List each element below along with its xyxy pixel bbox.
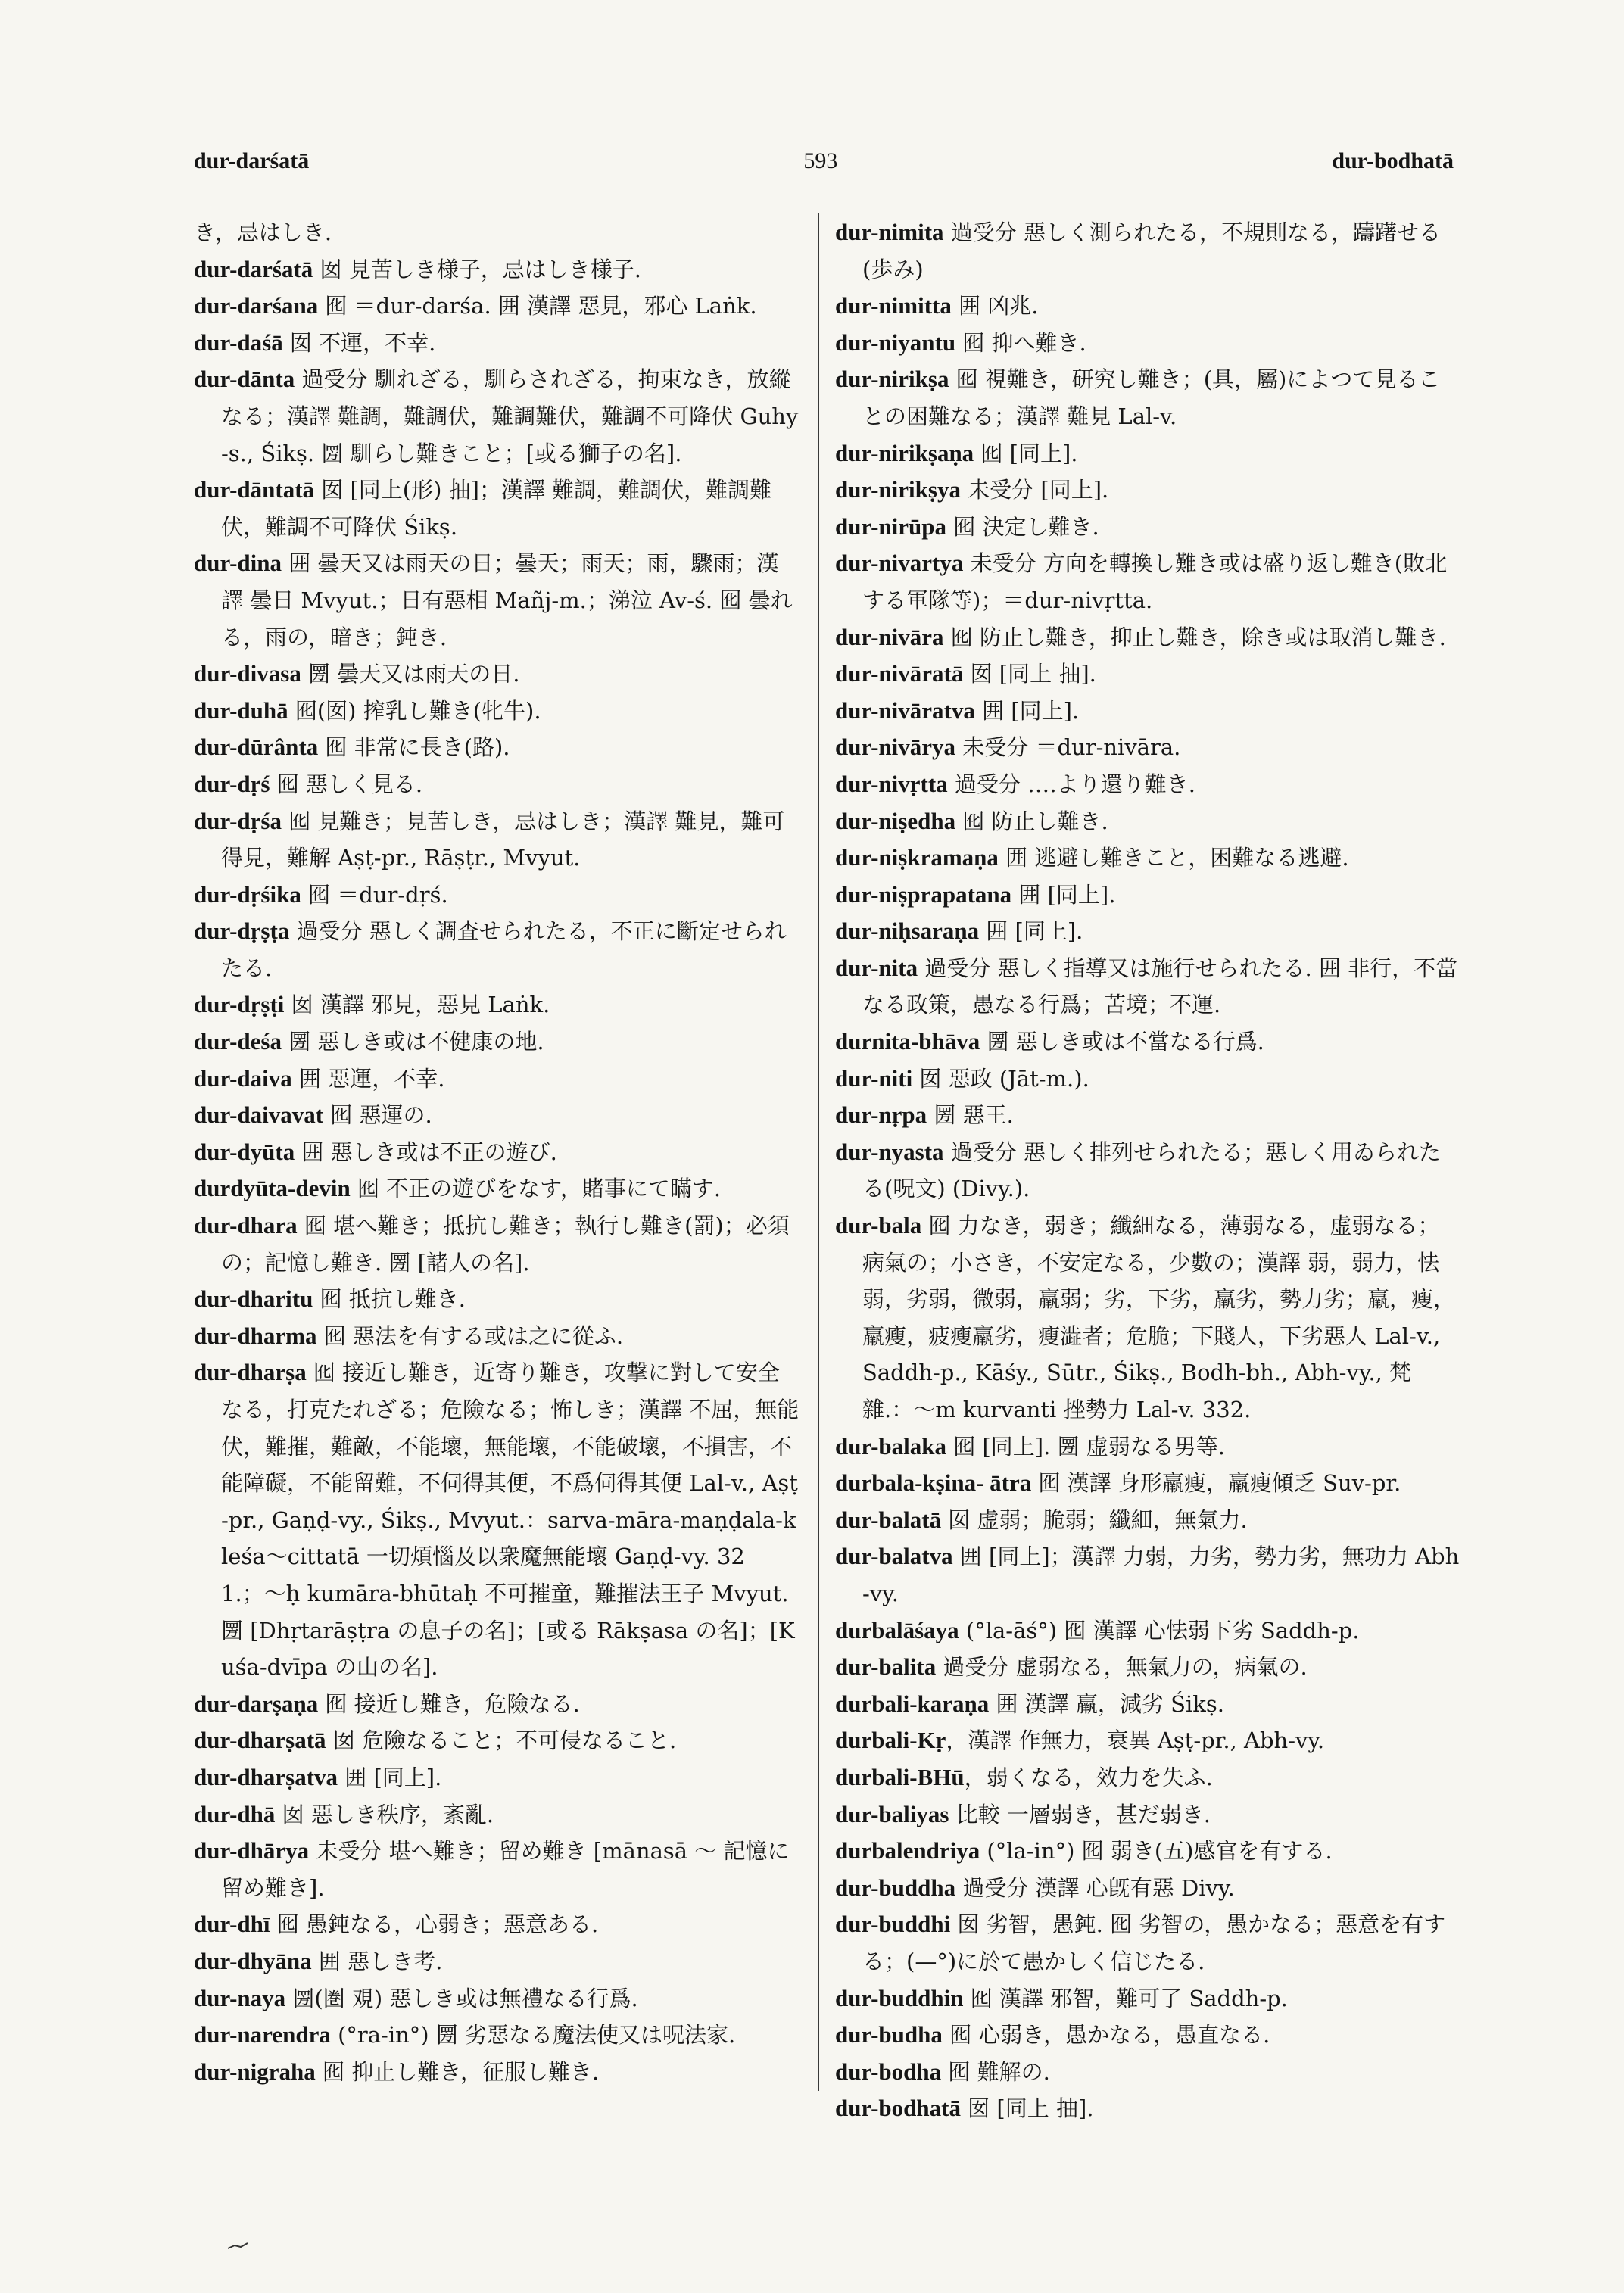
headword: dur-niṣedha (835, 807, 956, 834)
definition: 囮 接近し難き，近寄り難き，攻撃に對して安全なる，打克たれざる；危險なる；怖しき；漢譯 不屈，無能伏，難摧，難敵，不能壞，無能壞，不能破壞，不損害，不能障礙，不能留難，不伺得其便，不爲伺得其便 Lal-v., Aṣṭ-pr., Gaṇḍ-vy., Śikṣ., Mvyut.：sarva-māra-maṇḍala-kleśa〜cittatā 一切煩惱及以衆魔無能壞 Gaṇḍ-vy. 321.；〜ḥ kumāra-bhūtaḥ 不可摧童，難摧法王子 Mvyut. 圐 [Dhṛtarāṣṭra の息子の名]；[或る Rākṣasa の名]；[Kuśa-dvīpa の山の名]. (221, 1360, 800, 1681)
dictionary-entry (835, 693, 1461, 730)
definition: 囲 逃避し難きこと，困難なる逃避. (998, 845, 1349, 871)
definition: 囲 [同上]. (974, 697, 1080, 724)
dictionary-entry (835, 1833, 1461, 1870)
definition: 囡 惡しき秩序，紊亂. (275, 1801, 494, 1827)
definition: 囡 [同上 抽]. (960, 2095, 1094, 2122)
definition: 囮 防止し難き，抑止し難き，除き或は取消し難き. (943, 624, 1446, 650)
definition: (°la-in°) 囮 弱き(五)感官を有する. (980, 1838, 1333, 1865)
headword: dur-nita (835, 954, 918, 981)
dictionary-entry (194, 288, 800, 325)
dictionary-entry (835, 766, 1461, 803)
headword: dur-niyantu (835, 329, 956, 356)
dictionary-entry (194, 325, 800, 362)
dictionary-entry (194, 693, 800, 730)
dictionary-entry (194, 1943, 800, 1980)
headword: dur-buddhin (835, 1984, 964, 2011)
headword: dur-darṣaṇa (194, 1690, 319, 1717)
headword: durbali-Kṛ (835, 1727, 946, 1754)
headword: dur-nimita (835, 219, 944, 245)
definition: 圐 惡しき或は不當なる行爲. (980, 1029, 1264, 1055)
headword: dur-nivāratā (835, 660, 964, 687)
definition: 囮 接近し難き，危險なる. (318, 1690, 580, 1717)
definition: 囮 ＝dur-dṛś. (301, 881, 448, 908)
definition: 過受分 馴れざる，馴らされざる，拘束なき，放縱なる；漢譯 難調，難調伏，難調難伏，難調不可降伏 Guhy-s., Śikṣ. 圐 馴らし難きこと；[或る獅子の名]. (221, 366, 799, 466)
dictionary-entry (835, 1538, 1461, 1612)
dictionary-entry (835, 656, 1461, 693)
dictionary-entry (835, 1980, 1461, 2017)
headword: durnita-bhāva (835, 1028, 980, 1055)
definition: 囲 [同上]. (979, 918, 1083, 945)
definition: 囡 虚弱；脆弱；纖細，無氣力. (941, 1506, 1248, 1533)
dictionary-entry (835, 1870, 1461, 1907)
headword: dur-nṛpa (835, 1101, 927, 1129)
dictionary-entry (835, 1686, 1461, 1723)
headword: dur-dṛśika (194, 880, 301, 908)
running-head-left: dur-darśatā (194, 148, 310, 173)
definition: 過受分 惡しく測られたる，不規則なる，躊躇せる(歩み) (862, 220, 1441, 282)
definition: 囮 決定し難き. (946, 513, 1099, 540)
headword: dur-nirikṣaṇa (835, 439, 974, 466)
headword: dur-baliyas (835, 1800, 949, 1827)
definition: 囮 心弱き，愚かなる，愚直なる. (942, 2022, 1270, 2048)
definition: 囮 視難き，研究し難き；(具，屬)によつて見ることの困難なる；漢譯 難見 Lal-v. (862, 366, 1441, 429)
definition: 囮 漢譯 身形羸瘦，羸瘦傾乏 Suv-pr. (1031, 1470, 1401, 1497)
headword: dur-bodhatā (835, 2095, 961, 2122)
definition: 囮 堪へ難き；抵抗し難き；執行し難き(罰)；必須の；記憶し難き. 圐 [諸人の名]. (221, 1213, 790, 1276)
dictionary-entry (835, 361, 1461, 435)
dictionary-entry (835, 840, 1461, 877)
headword: dur-dyūta (194, 1138, 295, 1165)
dictionary-entry (835, 545, 1461, 618)
definition: 圐(圏 覌) 惡しき或は無禮なる行爲. (285, 1985, 638, 2011)
headword: dur-nivāratva (835, 696, 975, 724)
dictionary-entry (835, 435, 1461, 472)
dictionary-entry (194, 1686, 800, 1723)
definition: ，漢譯 作無力，衰異 Aṣṭ-pr., Abh-vy. (946, 1728, 1325, 1754)
definition: ，弱くなる，效力を失ふ. (964, 1764, 1213, 1790)
headword: dur-balatva (835, 1543, 953, 1570)
dictionary-entry (194, 1796, 800, 1833)
definition: 囡 漢譯 邪見，惡見 Laṅk. (284, 992, 550, 1018)
definition: 囡 不運，不幸. (282, 329, 436, 356)
headword: dur-naya (194, 1984, 286, 2011)
headword: dur-nimitta (835, 292, 952, 319)
dictionary-entry (835, 1796, 1461, 1833)
ink-mark (227, 2242, 248, 2250)
headword: dur-bala (835, 1212, 922, 1239)
definition: 囡 見苦しき様子，忌はしき様子. (313, 256, 641, 282)
definition: 比較 一層弱き，甚だ弱き. (949, 1801, 1211, 1827)
headword: dur-nirūpa (835, 512, 947, 540)
dictionary-entry (194, 766, 800, 803)
definition: 囮 見難き；見苦しき，忌はしき；漢譯 難見，難可得見，難解 Aṣṭ-pr., Rāṣṭr., Mvyut. (221, 808, 785, 871)
headword: dur-dharma (194, 1322, 317, 1349)
definition: 過受分 虚弱なる，無氣力の，病氣の. (936, 1654, 1308, 1681)
definition: 未受分 方向を轉換し難き或は盛り返し難き(敗北する軍隊等)；＝dur-nivṛtta. (862, 550, 1448, 613)
headword: dur-daśā (194, 329, 283, 356)
dictionary-entry (194, 1281, 800, 1318)
headword: dur-divasa (194, 660, 301, 687)
definition: 囡 [同上(形) 抽]；漢譯 難調，難調伏，難調難伏，難調不可降伏 Śikṣ. (221, 477, 772, 540)
headword: dur-dharṣa (194, 1359, 307, 1386)
definition: 囮 防止し難き. (955, 808, 1108, 834)
dictionary-entry (835, 1134, 1461, 1207)
dictionary-entry (194, 1722, 800, 1759)
dictionary-entry (835, 2017, 1461, 2054)
dictionary-entry (835, 619, 1461, 656)
definition: (°ra-in°) 圐 劣惡なる魔法使又は呪法家. (330, 2022, 736, 2048)
headword: dur-dhyāna (194, 1947, 312, 1974)
headword: durbali-karaṇa (835, 1690, 990, 1717)
definition: 囮 ＝dur-darśa. 囲 漢譯 惡見，邪心 Laṅk. (318, 293, 757, 319)
headword: dur-budha (835, 2021, 943, 2048)
headword: dur-darśana (194, 292, 319, 319)
definition: 囡 危險なること；不可侵なること. (326, 1728, 677, 1754)
headword: dur-daivavat (194, 1101, 324, 1129)
dictionary-entry (835, 1759, 1461, 1796)
dictionary-entry (194, 986, 800, 1023)
definition: 囮 惡運の. (323, 1102, 432, 1129)
dictionary-entry (194, 1980, 800, 2017)
dictionary-entry (835, 214, 1461, 288)
definition: 囮 抑へ難き. (955, 329, 1086, 356)
definition: 囮 非常に長き(路). (318, 734, 510, 761)
definition: 過受分 漢譯 心旣有惡 Divy. (955, 1874, 1235, 1901)
headword: dur-dhara (194, 1212, 298, 1239)
dictionary-entry (194, 1318, 800, 1355)
headword: dur-daiva (194, 1064, 292, 1092)
dictionary-entry (835, 950, 1461, 1023)
headword: dur-dṛśa (194, 807, 282, 834)
definition: 過受分 惡しく調査せられたる，不正に斷定せられたる. (221, 918, 787, 981)
dictionary-entry (194, 214, 800, 251)
dictionary-entry (194, 1207, 800, 1281)
dictionary-entry (835, 472, 1461, 509)
dictionary-entry (835, 877, 1461, 914)
headword: dur-nivartya (835, 550, 964, 577)
headword: dur-nivāra (835, 623, 944, 650)
headword: dur-dāntatā (194, 476, 315, 503)
dictionary-entry (835, 1097, 1461, 1134)
dictionary-entry (194, 877, 800, 914)
dictionary-entry (835, 2090, 1461, 2127)
headword: dur-dūrânta (194, 734, 319, 761)
definition: 囮 [同上]. (974, 440, 1078, 466)
dictionary-entry (835, 2054, 1461, 2091)
dictionary-entry (835, 1722, 1461, 1759)
dictionary-entry (194, 545, 800, 656)
headword: dur-bodha (835, 2058, 942, 2085)
definition: 囮 [同上]. 圐 虚弱なる男等. (946, 1433, 1225, 1460)
headword: dur-nyasta (835, 1138, 944, 1165)
definition: 囲 惡運，不幸. (291, 1065, 445, 1092)
dictionary-entry (835, 913, 1461, 950)
definition: 囲 凶兆. (951, 293, 1039, 319)
dictionary-entry (194, 1759, 800, 1796)
headword: dur-dhārya (194, 1837, 310, 1865)
column-divider (818, 213, 819, 2091)
headword: dur-niti (835, 1064, 913, 1092)
running-head-right: dur-bodhatā (1332, 148, 1454, 173)
dictionary-entry (835, 1023, 1461, 1061)
headword: dur-niṣkramaṇa (835, 844, 999, 871)
definition: 囮 愚鈍なる，心弱き；惡意ある. (270, 1911, 599, 1938)
dictionary-entry (835, 1428, 1461, 1466)
definition: 囮 抵抗し難き. (313, 1286, 466, 1313)
definition: 未受分 ＝dur-nivāra. (955, 734, 1181, 761)
definition: 囮 抑止し難き，征服し難き. (315, 2058, 600, 2085)
headword: dur-dhā (194, 1800, 276, 1827)
headword: durdyūta-devin (194, 1175, 351, 1202)
definition: 過受分 ‥‥より還り難き. (947, 771, 1196, 797)
headword: dur-balatā (835, 1506, 942, 1533)
headword: durbali-BHū (835, 1763, 965, 1790)
dictionary-entry (194, 2017, 800, 2054)
headword: dur-balaka (835, 1432, 947, 1460)
dictionary-entry (194, 913, 800, 986)
dictionary-entry (835, 288, 1461, 325)
dictionary-entry (194, 1061, 800, 1098)
headword: dur-dṛṣṭi (194, 991, 285, 1018)
left-column (194, 214, 800, 2090)
definition: 囡 [同上 抽]. (963, 661, 1096, 687)
headword: dur-narendra (194, 2021, 331, 2048)
definition: 未受分 [同上]. (960, 477, 1109, 503)
headword: durbalāśaya (835, 1616, 959, 1643)
dictionary-entry (194, 1097, 800, 1134)
definition: 圐 曇天又は雨天の日. (301, 661, 520, 687)
dictionary-entry (835, 1502, 1461, 1539)
headword: dur-dṛṣṭa (194, 918, 290, 945)
dictionary-entry (835, 803, 1461, 840)
dictionary-entry (835, 1207, 1461, 1428)
dictionary-entry (835, 1906, 1461, 1980)
dictionary-entry (194, 1170, 800, 1207)
headword: dur-nivārya (835, 734, 956, 761)
dictionary-entry (194, 729, 800, 766)
page-number: 593 (803, 148, 838, 173)
definition: 囲 [同上]；漢譯 力弱，力劣，勢力劣，無功力 Abh-vy. (862, 1544, 1460, 1606)
definition: 圐 惡しき或は不健康の地. (281, 1029, 544, 1055)
headword: dur-nigraha (194, 2058, 316, 2085)
dictionary-entry (835, 509, 1461, 546)
dictionary-entry (835, 1061, 1461, 1098)
definition: 囮 漢譯 邪智，難可了 Saddh-p. (963, 1985, 1288, 2011)
right-column (835, 214, 1461, 2127)
dictionary-entry (194, 251, 800, 288)
dictionary-entry (835, 325, 1461, 362)
dictionary-entry (835, 1465, 1461, 1502)
definition: 囮 不正の遊びをなす，賭事にて瞞す. (350, 1176, 722, 1202)
dictionary-entry (194, 803, 800, 877)
dictionary-entry (194, 1906, 800, 1943)
page-header (194, 148, 1454, 182)
definition: 囮 惡しく見る. (270, 771, 423, 797)
headword: dur-buddhi (835, 1911, 951, 1938)
definition: 囮 惡法を有する或は之に從ふ. (316, 1323, 624, 1349)
dictionary-entry (194, 1134, 800, 1171)
headword: durbala-kṣina- ātra (835, 1469, 1032, 1497)
dictionary-entry (835, 729, 1461, 766)
dictionary-entry (835, 1649, 1461, 1686)
definition: 圐 惡王. (927, 1102, 1014, 1129)
dictionary-entry (194, 1354, 800, 1685)
definition: 囮 難解の. (941, 2058, 1050, 2085)
headword: dur-dharitu (194, 1285, 313, 1313)
dictionary-entry (194, 656, 800, 693)
headword: dur-buddha (835, 1874, 956, 1901)
definition: き，忌はしき. (194, 220, 332, 245)
headword: dur-nirikṣya (835, 476, 961, 503)
definition: 囲 惡しき考. (311, 1948, 443, 1974)
headword: dur-nivṛtta (835, 770, 948, 797)
headword: dur-dina (194, 550, 282, 577)
dictionary-entry (194, 2054, 800, 2091)
headword: dur-dṛś (194, 770, 270, 797)
headword: dur-nirikṣa (835, 366, 949, 393)
definition: 囮(囡) 搾乳し難き(牝牛). (288, 697, 541, 724)
definition: 過受分 惡しく指導又は施行せられたる. 囲 非行，不當なる政策，愚なる行爲；苦境；不運. (862, 955, 1458, 1018)
definition: (°la-āś°) 囮 漢譯 心怯弱下劣 Saddh-p. (959, 1617, 1360, 1643)
headword: dur-deśa (194, 1028, 282, 1055)
headword: durbalendriya (835, 1837, 980, 1865)
definition: 囡 惡政 (Jāt-m.). (912, 1065, 1089, 1092)
dictionary-entry (194, 472, 800, 545)
dictionary-entry (194, 1023, 800, 1061)
definition: 囡 劣智，愚鈍. 囮 劣智の，愚かなる；惡意を有する；(—°)に於て愚かしく信じたる. (862, 1911, 1446, 1974)
definition: 囲 惡しき或は不正の遊び. (295, 1139, 557, 1165)
headword: dur-duhā (194, 696, 288, 724)
dictionary-entry (194, 361, 800, 472)
headword: dur-darśatā (194, 255, 313, 282)
headword: dur-dharṣatā (194, 1727, 326, 1754)
headword: dur-niḥsaraṇa (835, 918, 980, 945)
headword: dur-balita (835, 1653, 937, 1681)
definition: 囲 漢譯 羸，減劣 Śikṣ. (989, 1690, 1224, 1717)
headword: dur-dhī (194, 1911, 270, 1938)
headword: dur-dharṣatva (194, 1763, 338, 1790)
definition: 未受分 堪へ難き；留め難き [mānasā 〜 記憶に留め難き]. (221, 1838, 790, 1901)
headword: dur-dānta (194, 366, 295, 393)
definition: 囲 曇天又は雨天の日；曇天；雨天；雨，驟雨；漢譯 曇日 Mvyut.；日有惡相 Mañj-m.；涕泣 Av-ś. 囮 曇れる，雨の，暗き；鈍き. (221, 550, 793, 650)
definition: 囲 [同上]. (338, 1764, 442, 1790)
definition: 囲 [同上]. (1011, 881, 1116, 908)
definition: 囮 力なき，弱き；纖細なる，薄弱なる，虚弱なる；病氣の；小さき，不安定なる，少數の；漢譯 弱，弱力，怯弱，劣弱，微弱，羸弱；劣，下劣，羸劣，勢力劣；羸，瘦，羸瘦，疲瘦羸劣，瘦澁者；危脆；下賤人，下劣惡人 Lal-v., Saddh-p., Kāśy., Sūtr., Śikṣ., Bodh-bh., Abh-vy., 梵雜.：〜m kurvanti 挫勢力 Lal-v. 332. (862, 1213, 1456, 1422)
definition: 過受分 惡しく排列せられたる；惡しく用ゐられたる(呪文) (Divy.). (862, 1139, 1441, 1202)
headword: dur-niṣprapatana (835, 880, 1012, 908)
dictionary-entry (835, 1612, 1461, 1650)
dictionary-entry (194, 1833, 800, 1906)
